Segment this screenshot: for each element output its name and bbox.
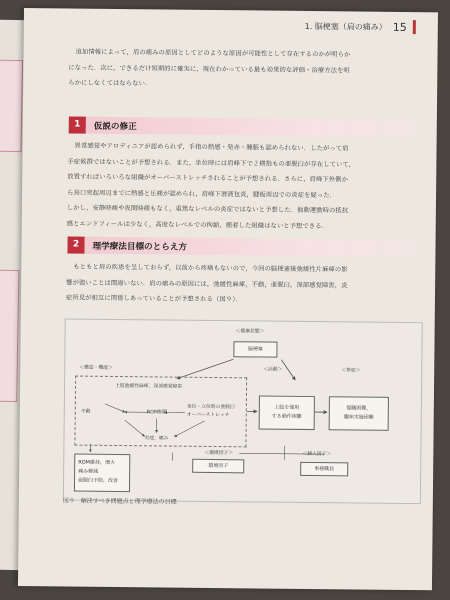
activity-box: [259, 395, 315, 430]
immobility-label: 不動: [80, 409, 91, 415]
environment-factor-box: 環境因子: [192, 459, 244, 474]
text-line: になった．次に，できるだけ短期的に確実に，現在わかっている最も効果的な評価・治療方法を明: [68, 63, 350, 74]
text-line: しかし，安静時痛や夜間時痛もなく，重篤なレベルの炎症ではないと予想した．他動運動時の抵抗: [66, 204, 349, 215]
text-line: 異常感覚やアロディニアが認められず，手指の熱感・発赤・腫脹も認められない．したがって肩: [74, 142, 349, 153]
inflammation-label: 炎症，痛み: [144, 436, 169, 442]
intervention-line: ROM維持，増大: [78, 459, 116, 466]
running-title: 1. 脳梗塞（肩の痛み）: [304, 21, 387, 32]
text-line: 感とエンドフィールは少なく，高度なレベルでの拘縮，癒着した組織はないと予想できる．: [66, 219, 329, 230]
section-heading-1: [69, 116, 417, 137]
section-title: 理学療法目標のとらえ方: [92, 241, 188, 253]
participation-box: [329, 396, 389, 431]
text-line: 手症候群ではないことが予想される．また，坐位時には肩峰下で２横指もの亜脱臼が存在していて，: [67, 157, 356, 168]
intervention-line: 亜脱臼予防，改善: [78, 477, 119, 485]
running-header: [305, 19, 416, 34]
facing-page-box: [0, 270, 19, 402]
figure-caption: [63, 495, 177, 505]
header-accent-bar: [413, 20, 416, 34]
participation-label: ＜参加＞: [341, 368, 361, 374]
section-number: 1: [69, 116, 86, 133]
section-title: 仮説の修正: [93, 121, 137, 133]
subluxation-label: 坐位・立位時の亜脱臼: [186, 404, 235, 411]
facing-page-box: [0, 60, 23, 152]
personal-factor-label: ＜個人因子＞: [302, 451, 332, 458]
text-line: ら烏口突起周辺までに熱感と圧痛が認められ，肩峰下滑液包炎，腱板周辺での炎症を疑った．: [67, 188, 337, 199]
activity-label: ＜活動＞: [263, 367, 283, 373]
text-line: 響が強いことは間違いない．肩の痛みの原因には，弛緩性麻痺，不動，亜脱臼，深部感覚障害，炎: [66, 278, 348, 289]
text-line: らかにしなくてはならない．: [68, 79, 152, 88]
personal-factor-box: 事務職員: [300, 462, 348, 477]
rom-label: ROM制限: [146, 410, 168, 416]
body-structure-label: ＜構造・機能＞: [79, 365, 113, 371]
page-number: 15: [392, 20, 407, 34]
text-line: 追加情報によって，肩の痛みの原因としてどのような原因が可能性として存在するのかが明らか: [75, 48, 351, 59]
text-line: 放置すればいろいろな組織がオーバーストレッチされることが予想される．さらに，肩峰下外側か: [67, 173, 349, 184]
paralysis-label: 上肢弛緩性麻痺，深部感覚障害: [115, 383, 183, 390]
activity-line: 上肢を使用: [274, 404, 300, 411]
health-condition-label: ＜健康状態＞: [235, 329, 265, 335]
activity-line: する動作困難: [271, 413, 302, 420]
book-page: [18, 8, 438, 590]
text-line: 症所見が相互に関係しあっていることが予想される（図９）．: [65, 294, 242, 304]
section-number: 2: [67, 236, 84, 253]
text-line: もともと肩の疾患を呈しておらず，以前から疼痛もないので，今回の脳梗塞後弛緩性片麻痺の影: [73, 263, 348, 274]
participation-line: 趣味実施困難: [343, 414, 374, 421]
participation-line: 復職困難，: [346, 405, 372, 412]
overstretch-label: オーバーストレッチ: [186, 412, 230, 419]
icf-diagram: [63, 318, 423, 504]
intervention-box: [74, 454, 130, 493]
intervention-line: 痛み軽減: [78, 468, 99, 475]
section-heading-2: [67, 236, 415, 257]
health-condition-box: 脳梗塞: [233, 341, 277, 357]
figure-caption-text: 解決すべき問題点と理学療法の目標: [80, 497, 177, 506]
environment-factor-label: ＜環境因子＞: [204, 450, 234, 457]
figure-number: 図９: [62, 497, 75, 505]
